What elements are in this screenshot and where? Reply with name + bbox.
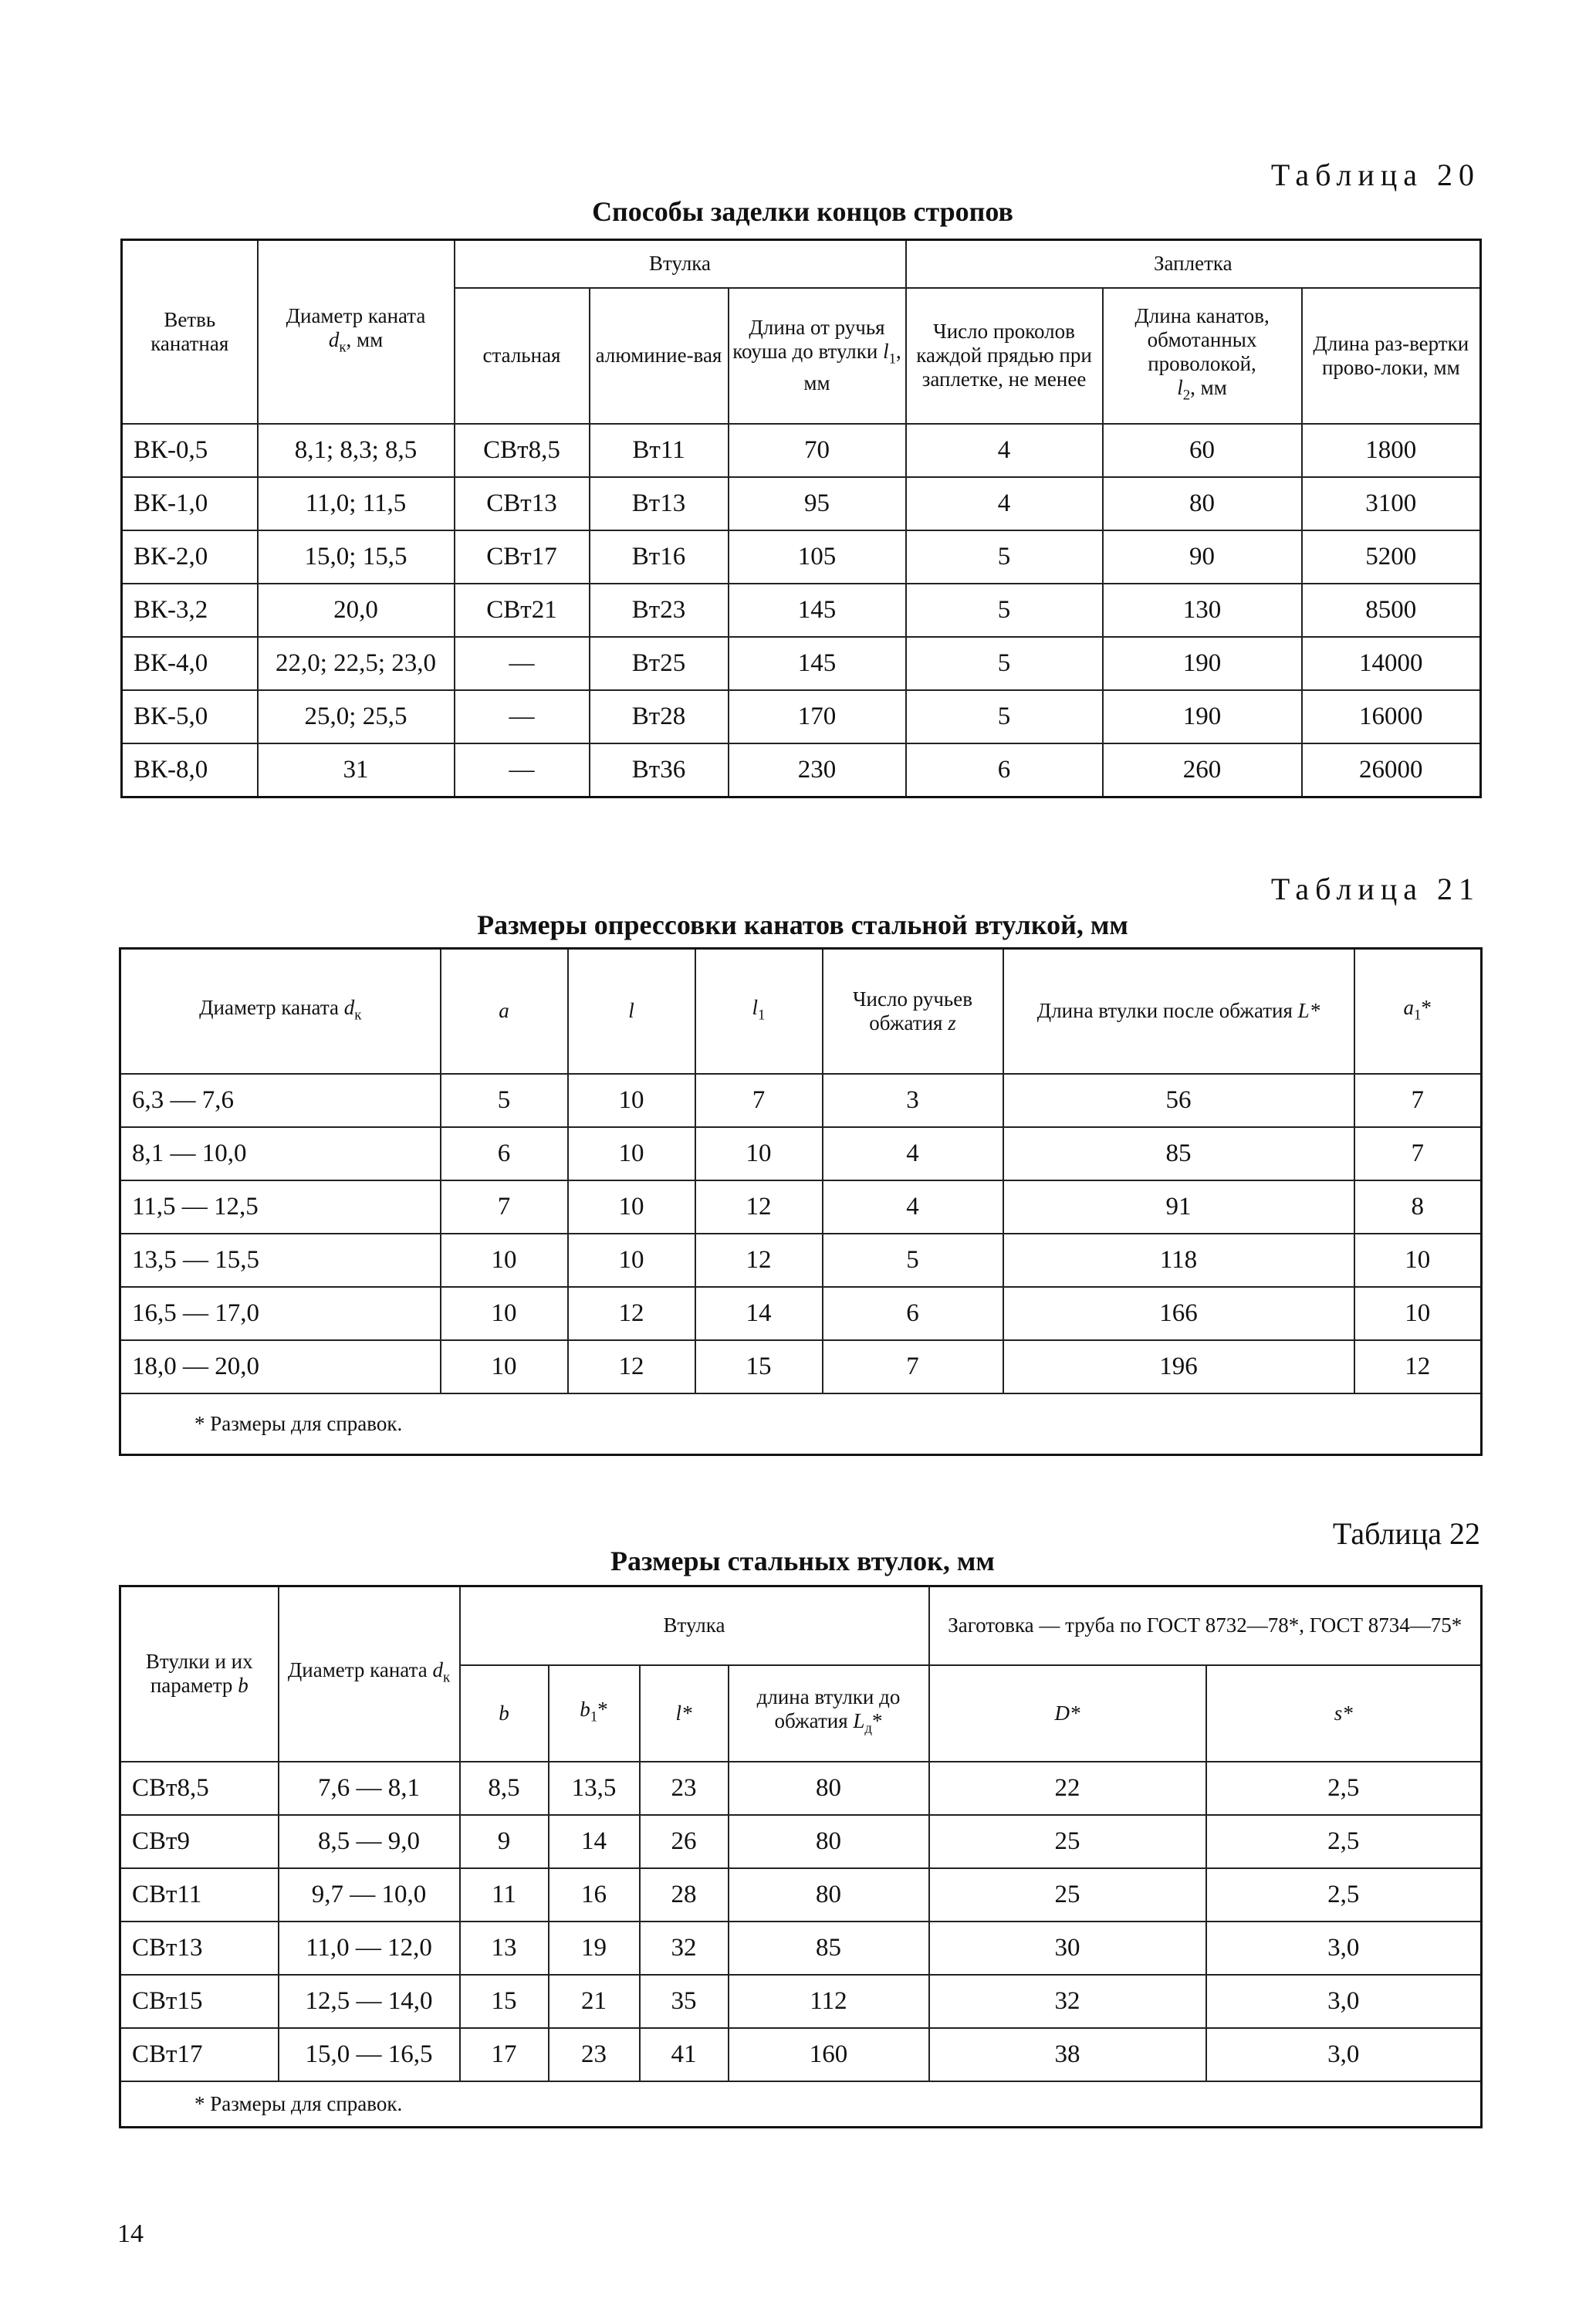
t22-header-s: s*	[1206, 1665, 1482, 1762]
table-cell: 112	[729, 1975, 929, 2028]
t21-footnote: * Размеры для справок.	[120, 1393, 1482, 1455]
table-cell: 11,0 — 12,0	[279, 1922, 460, 1975]
t21-header-a: a	[441, 949, 568, 1074]
table-cell: 2,5	[1206, 1762, 1482, 1815]
table22-title: Размеры стальных втулок, мм	[610, 1546, 995, 1576]
table-cell: —	[455, 637, 590, 690]
table22-caption: Таблица 22	[1332, 1516, 1480, 1551]
page-number: 14	[117, 2220, 144, 2248]
table-cell: 31	[258, 743, 455, 797]
table-cell: 9,7 — 10,0	[279, 1868, 460, 1922]
table-cell: ВК-2,0	[122, 530, 258, 584]
table21-title: Размеры опрессовки канатов стальной втулкой, мм	[477, 909, 1128, 940]
table-cell: 22	[929, 1762, 1206, 1815]
table-cell: 23	[640, 1762, 729, 1815]
table-cell: 8500	[1302, 584, 1481, 637]
t20-header-branch: Ветвь канатная	[122, 240, 258, 424]
t21-header-rope-diameter: Диаметр каната $d_к$	[120, 949, 441, 1074]
table-cell: ВК-1,0	[122, 477, 258, 530]
table-cell: 160	[729, 2028, 929, 2081]
table-cell: 16,5 — 17,0	[120, 1287, 441, 1340]
table-cell: 5200	[1302, 530, 1481, 584]
table-cell: 4	[823, 1180, 1003, 1234]
table-cell: 16	[549, 1868, 640, 1922]
table-cell: 15	[695, 1340, 823, 1393]
table-cell: 8	[1354, 1180, 1482, 1234]
table-cell: СВт15	[120, 1975, 279, 2028]
t20-header-unwinding-length: Длина раз-вертки прово-локи, мм	[1302, 288, 1481, 424]
table20-title: Способы заделки концов стропов	[592, 196, 1013, 227]
table-cell: 3,0	[1206, 1975, 1482, 2028]
table-cell: 80	[729, 1815, 929, 1868]
table-cell: —	[455, 690, 590, 743]
t21-header-sleeve-length: Длина втулки после обжатия L*	[1003, 949, 1354, 1074]
table-cell: 19	[549, 1922, 640, 1975]
table-cell: 7	[441, 1180, 568, 1234]
table-cell: 7	[1354, 1127, 1482, 1180]
table-cell: 80	[1103, 477, 1302, 530]
table-cell: ВК-0,5	[122, 424, 258, 477]
table-cell: 11,0; 11,5	[258, 477, 455, 530]
table-row	[120, 1762, 1482, 1815]
table-cell: СВт8,5	[455, 424, 590, 477]
table-cell: 190	[1103, 637, 1302, 690]
table-cell: 230	[729, 743, 906, 797]
table-cell: 8,5 — 9,0	[279, 1815, 460, 1868]
table-cell: 11	[460, 1868, 549, 1922]
table-cell: 12	[568, 1287, 695, 1340]
table-cell: 12	[695, 1180, 823, 1234]
table-cell: 3	[823, 1074, 1003, 1127]
t20-header-steel: стальная	[455, 288, 590, 424]
table-cell: 10	[1354, 1287, 1482, 1340]
table-cell: 14000	[1302, 637, 1481, 690]
t22-header-rope-diameter: Диаметр каната $d_к$	[279, 1586, 460, 1762]
t22-footnote: * Размеры для справок.	[120, 2081, 1482, 2128]
table-cell: 1800	[1302, 424, 1481, 477]
table-row	[122, 530, 1481, 584]
table-row	[122, 690, 1481, 743]
table-cell: 15,0; 15,5	[258, 530, 455, 584]
table-cell: 7,6 — 8,1	[279, 1762, 460, 1815]
table-cell: 145	[729, 584, 906, 637]
table-cell: Вт25	[590, 637, 729, 690]
table-cell: 22,0; 22,5; 23,0	[258, 637, 455, 690]
table-cell: 25	[929, 1868, 1206, 1922]
table-cell: 20,0	[258, 584, 455, 637]
table-cell: 5	[823, 1234, 1003, 1287]
table-cell: 10	[441, 1340, 568, 1393]
table-row	[120, 1074, 1482, 1127]
table-cell: 85	[1003, 1127, 1354, 1180]
t20-header-punctures: Число проколов каждой прядью при заплетке, не менее	[906, 288, 1103, 424]
table-cell: 17	[460, 2028, 549, 2081]
table-cell: 5	[906, 637, 1103, 690]
table-cell: 5	[906, 584, 1103, 637]
t20-header-wrapped-length: Длина канатов, обмотанных проволокой, $l_2$, мм	[1103, 288, 1302, 424]
table-cell: 56	[1003, 1074, 1354, 1127]
t20-header-sleeve-group: Втулка	[455, 240, 906, 288]
table-cell: 28	[640, 1868, 729, 1922]
table-cell: 190	[1103, 690, 1302, 743]
t22-header-sleeves: Втулки и их параметр b	[120, 1586, 279, 1762]
table-cell: 9	[460, 1815, 549, 1868]
table-cell: 38	[929, 2028, 1206, 2081]
table-cell: ВК-4,0	[122, 637, 258, 690]
table-cell: 3100	[1302, 477, 1481, 530]
table-cell: 32	[929, 1975, 1206, 2028]
table-cell: 10	[441, 1287, 568, 1340]
table-cell: 25	[929, 1815, 1206, 1868]
table21-caption: Таблица 21	[1270, 872, 1480, 906]
table-cell: 10	[568, 1074, 695, 1127]
table-cell: 6,3 — 7,6	[120, 1074, 441, 1127]
table-cell: 6	[823, 1287, 1003, 1340]
table-cell: 21	[549, 1975, 640, 2028]
table-cell: 32	[640, 1922, 729, 1975]
table-cell: ВК-3,2	[122, 584, 258, 637]
table-row	[122, 637, 1481, 690]
table-cell: 7	[1354, 1074, 1482, 1127]
table-cell: СВт13	[120, 1922, 279, 1975]
table-cell: 10	[1354, 1234, 1482, 1287]
table-cell: 12,5 — 14,0	[279, 1975, 460, 2028]
table-cell: 25,0; 25,5	[258, 690, 455, 743]
t21-header-a1: $a_1*$	[1354, 949, 1482, 1074]
t22-header-D: D*	[929, 1665, 1206, 1762]
table-row	[120, 1922, 1482, 1975]
t22-header-blank-group: Заготовка — труба по ГОСТ 8732—78*, ГОСТ 8734—75*	[929, 1586, 1482, 1665]
table-cell: СВт8,5	[120, 1762, 279, 1815]
table-cell: 105	[729, 530, 906, 584]
table-cell: —	[455, 743, 590, 797]
table-cell: 85	[729, 1922, 929, 1975]
table-cell: 70	[729, 424, 906, 477]
table-cell: СВт9	[120, 1815, 279, 1868]
table-row	[120, 2028, 1482, 2081]
table-cell: СВт17	[120, 2028, 279, 2081]
table-cell: 14	[549, 1815, 640, 1868]
table-row	[122, 424, 1481, 477]
table-cell: 2,5	[1206, 1868, 1482, 1922]
table-cell: 90	[1103, 530, 1302, 584]
t20-header-rope-diameter: Диаметр каната $d_к$, мм	[258, 240, 455, 424]
table-cell: 26	[640, 1815, 729, 1868]
t22-header-sleeve-group: Втулка	[460, 1586, 929, 1665]
table-cell: 23	[549, 2028, 640, 2081]
table-cell: Вт23	[590, 584, 729, 637]
table-cell: 80	[729, 1868, 929, 1922]
table22	[119, 1585, 1483, 2128]
t20-header-aluminum: алюминие-вая	[590, 288, 729, 424]
table-cell: 14	[695, 1287, 823, 1340]
table-cell: 10	[695, 1127, 823, 1180]
table-row	[120, 1234, 1482, 1287]
table-cell: Вт11	[590, 424, 729, 477]
t21-header-grooves: Число ручьев обжатия z	[823, 949, 1003, 1074]
table-cell: 13	[460, 1922, 549, 1975]
t22-header-l: l*	[640, 1665, 729, 1762]
table-cell: 196	[1003, 1340, 1354, 1393]
table-cell: СВт13	[455, 477, 590, 530]
t21-header-l: l	[568, 949, 695, 1074]
table-cell: ВК-5,0	[122, 690, 258, 743]
table20-caption: Таблица 20	[1270, 157, 1480, 192]
table-cell: 13,5	[549, 1762, 640, 1815]
table-cell: 12	[568, 1340, 695, 1393]
table-cell: 6	[906, 743, 1103, 797]
table-cell: 15	[460, 1975, 549, 2028]
table-cell: 8,5	[460, 1762, 549, 1815]
table-cell: 60	[1103, 424, 1302, 477]
table-cell: 5	[441, 1074, 568, 1127]
t20-header-length-from-groove: Длина от ручья коуша до втулки $l_1$, мм	[729, 288, 906, 424]
table-row	[122, 743, 1481, 797]
table-cell: 35	[640, 1975, 729, 2028]
table-row	[120, 1180, 1482, 1234]
table-cell: 26000	[1302, 743, 1481, 797]
t22-header-length-before: длина втулки до обжатия $L_д*$	[729, 1665, 929, 1762]
table-row	[122, 477, 1481, 530]
table-cell: Вт36	[590, 743, 729, 797]
table-cell: 12	[695, 1234, 823, 1287]
table-cell: 10	[568, 1234, 695, 1287]
table21-body	[120, 1074, 1482, 1393]
table-cell: 15,0 — 16,5	[279, 2028, 460, 2081]
table-row	[120, 1815, 1482, 1868]
t22-header-b1: $b_1*$	[549, 1665, 640, 1762]
table-cell: 7	[823, 1340, 1003, 1393]
table-cell: 41	[640, 2028, 729, 2081]
t20-header-splice-group: Заплетка	[906, 240, 1481, 288]
table-cell: 145	[729, 637, 906, 690]
table-cell: 3,0	[1206, 1922, 1482, 1975]
table-cell: 95	[729, 477, 906, 530]
table-cell: 3,0	[1206, 2028, 1482, 2081]
table-cell: 4	[823, 1127, 1003, 1180]
table20	[120, 239, 1482, 798]
t21-header-l1: $l_1$	[695, 949, 823, 1074]
table-cell: 5	[906, 530, 1103, 584]
table-cell: Вт28	[590, 690, 729, 743]
table-cell: 12	[1354, 1340, 1482, 1393]
table-cell: 6	[441, 1127, 568, 1180]
table-cell: 18,0 — 20,0	[120, 1340, 441, 1393]
table-cell: 5	[906, 690, 1103, 743]
table20-body	[122, 424, 1481, 797]
table-cell: СВт11	[120, 1868, 279, 1922]
table-cell: 130	[1103, 584, 1302, 637]
table-cell: СВт21	[455, 584, 590, 637]
table-cell: 8,1; 8,3; 8,5	[258, 424, 455, 477]
table-row	[120, 1287, 1482, 1340]
table-cell: 80	[729, 1762, 929, 1815]
table-cell: 16000	[1302, 690, 1481, 743]
table22-body	[120, 1762, 1482, 2081]
table-cell: 30	[929, 1922, 1206, 1975]
table-cell: 260	[1103, 743, 1302, 797]
table-cell: 4	[906, 477, 1103, 530]
table-cell: 10	[568, 1127, 695, 1180]
table-cell: 91	[1003, 1180, 1354, 1234]
table-cell: 170	[729, 690, 906, 743]
table-cell: 2,5	[1206, 1815, 1482, 1868]
table-cell: 7	[695, 1074, 823, 1127]
table-cell: Вт13	[590, 477, 729, 530]
table-cell: Вт16	[590, 530, 729, 584]
table-cell: 10	[441, 1234, 568, 1287]
table-row	[120, 1127, 1482, 1180]
table21	[119, 947, 1483, 1456]
table-cell: 118	[1003, 1234, 1354, 1287]
table-row	[120, 1340, 1482, 1393]
table-cell: 11,5 — 12,5	[120, 1180, 441, 1234]
table-cell: ВК-8,0	[122, 743, 258, 797]
table-row	[120, 1975, 1482, 2028]
table-cell: 8,1 — 10,0	[120, 1127, 441, 1180]
table-cell: 13,5 — 15,5	[120, 1234, 441, 1287]
table-cell: СВт17	[455, 530, 590, 584]
table-row	[122, 584, 1481, 637]
table-cell: 4	[906, 424, 1103, 477]
t22-header-b: b	[460, 1665, 549, 1762]
table-cell: 166	[1003, 1287, 1354, 1340]
table-row	[120, 1868, 1482, 1922]
table-cell: 10	[568, 1180, 695, 1234]
